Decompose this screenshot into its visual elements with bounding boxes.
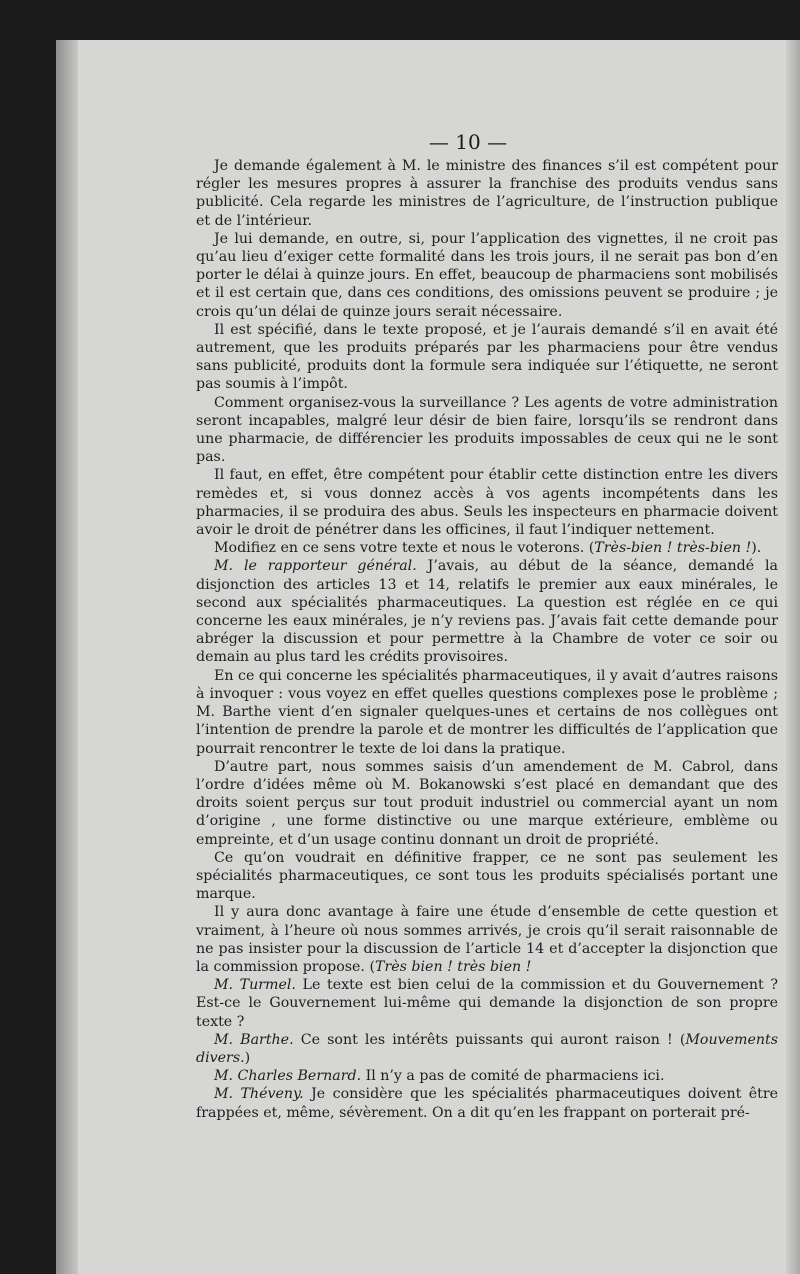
text-run: Comment organisez-vous la surveillance ? Les agents de votre administration seront incapables, malgré leur désir de bien faire, lorsqu’ils se rendront dans une pharmacie, de différencier les produits impossables de ceux qui ne le sont pas. [196, 394, 778, 466]
text-run: Je considère que les spécialités pharmaceutiques doivent être frappées et, même, sévèrement. On a dit qu’en les frappant on porterait pré- [196, 1086, 779, 1121]
italic-run: M. le rapporteur général. [214, 558, 417, 575]
text-run: Je demande également à M. le ministre des finances s’il est compétent pour régler les mesures propres à assurer la franchise des produits vendus sans publicité. Cela regarde les ministres de l’agriculture, de l’instruction publique et de l’intérieur. [196, 158, 778, 229]
text-run: ) [244, 1049, 251, 1066]
italic-run: Très bien ! très bien ! [375, 958, 532, 975]
paragraph [196, 1031, 778, 1067]
paragraph [196, 539, 778, 557]
text-run: J’avais, au début de la séance, demandé la disjonction des articles 13 et 14, relatifs le premier aux eaux minérales, le second aux spécialités pharmaceutiques. La question est réglée en ce qui concerne les eaux minérales, je n’y reviens pas. J’avais fait cette demande pour abréger la discussion et pour permettre à la Chambre de voter ce soir ou demain au plus tard les crédits provisoires. [196, 558, 779, 666]
italic-run: M. Charles Bernard. [214, 1068, 362, 1085]
paragraph [196, 1067, 778, 1085]
paragraph [196, 976, 778, 1031]
text-run: Modifiez en ce sens votre texte et nous le voterons. ( [214, 540, 595, 557]
text-run: Il faut, en effet, être compétent pour établir cette distinction entre les divers remèdes et, si vous donnez accès à vos agents incompétents dans les pharmacies, il se produira des abus. Seuls les inspecteurs en pharmacie doivent avoir le droit de pénétrer dans les officines, il faut l’indiquer nettement. [196, 467, 778, 539]
text-run: Je lui demande, en outre, si, pour l’application des vignettes, il ne croit pas qu’au lieu d’exiger cette formalité dans les trois jours, il ne serait pas bon d’en porter le délai à quinze jours. En effet, beaucoup de pharmaciens sont mobilisés et il est certain que, dans ces conditions, des omissions peuvent se produire ; je crois qu’un délai de quinze jours serait nécessaire. [196, 230, 778, 320]
paragraph [196, 466, 778, 539]
paragraph [196, 903, 778, 976]
italic-run: Très-bien ! très-bien ! [594, 540, 752, 557]
text-run: Le texte est bien celui de la commission et du Gouvernement ? Est-ce le Gouvernement lui-même qui demande la disjonction de son propre texte ? [196, 977, 778, 1030]
page-edge [786, 40, 800, 1274]
text-run: Ce sont les intérêts puissants qui auront raison ! ( [293, 1031, 686, 1048]
italic-run: M. Barthe. [214, 1031, 294, 1048]
paragraph [196, 758, 778, 849]
text-run: Il n’y a pas de comité de pharmaciens ici. [361, 1068, 665, 1085]
page-gutter-shadow [56, 40, 78, 1274]
paragraph [196, 1085, 778, 1121]
italic-run: M. Théveny. [214, 1086, 304, 1103]
paragraph [196, 157, 778, 230]
paragraph [196, 667, 778, 758]
paragraph [196, 230, 778, 321]
text-run: ). [751, 540, 762, 557]
italic-run: Mouvements divers. [196, 1031, 778, 1066]
text-run: Ce qu’on voudrait en définitive frapper, ce ne sont pas seulement les spécialités pharmaceutiques, ce sont tous les produits spécialisés portant une marque. [196, 849, 778, 903]
paragraph [196, 394, 778, 467]
page-number: — 10 — [428, 130, 508, 154]
text-run: D’autre part, nous sommes saisis d’un amendement de M. Cabrol, dans l’ordre d’idées même où M. Bokanowski s’est placé en demandant que des droits soient perçus sur tout produit industriel ou commercial ayant un nom d’origine , une forme distinctive ou une marque extérieure, emblème ou empreinte, et d’un usage continu donnant un droit de propriété. [196, 758, 778, 848]
text-run: Il y aura donc avantage à faire une étude d’ensemble de cette question et vraiment, à l’heure où nous sommes arrivés, je crois qu’il serait raisonnable de ne pas insister pour la discussion de l’article 14 et d’accepter la disjonction que la commission propose. ( [196, 904, 778, 975]
paragraph [196, 849, 778, 904]
paragraph [196, 321, 778, 394]
text-run: En ce qui concerne les spécialités pharmaceutiques, il y avait d’autres raisons à invoquer : vous voyez en effet quelles questions complexes pose le problème ; M. Barthe vient d’en signaler quelques-unes et certains de nos collègues ont l’intention de prendre la parole et de montrer les difficultés de l’application que pourrait rencontrer le texte de loi dans la pratique. [196, 667, 778, 757]
paragraph [196, 557, 778, 666]
italic-run: M. Turmel. [214, 977, 296, 994]
body-text [196, 157, 778, 1122]
text-run: Il est spécifié, dans le texte proposé, et je l’aurais demandé s’il en avait été autrement, que les produits préparés par les pharmaciens pour être vendus sans publicité, produits dont la formule sera indiquée sur l’étiquette, ne seront pas soumis à l’impôt. [196, 321, 778, 393]
